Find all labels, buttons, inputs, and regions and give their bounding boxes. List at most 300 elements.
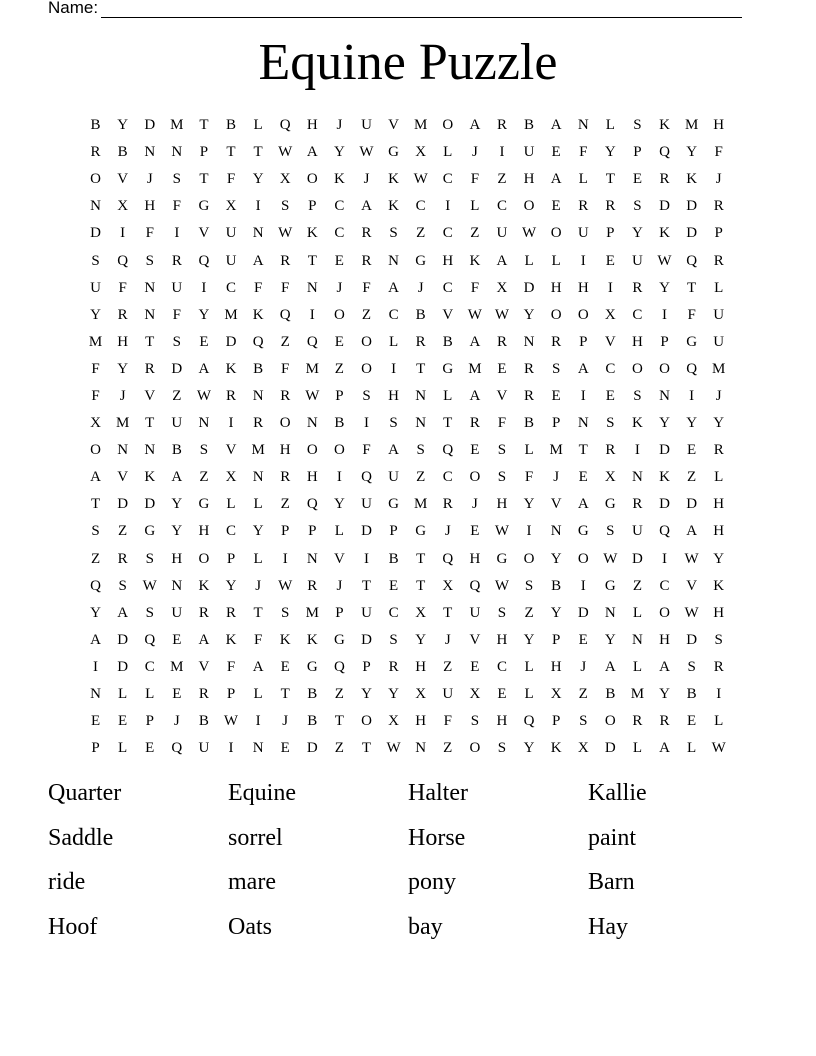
grid-cell: K <box>659 117 670 134</box>
grid-cell: B <box>551 577 562 594</box>
grid-cell: V <box>686 577 698 594</box>
grid-cell: R <box>415 333 426 350</box>
grid-cell: N <box>577 415 589 432</box>
grid-cell: O <box>469 740 481 757</box>
grid-cell: J <box>119 387 126 404</box>
grid-cell: E <box>578 469 588 486</box>
grid-cell: W <box>684 550 699 567</box>
grid-cell: J <box>471 496 478 513</box>
grid-cell: N <box>144 306 156 323</box>
grid-cell: P <box>551 631 561 648</box>
grid-cell: R <box>361 225 372 242</box>
grid-cell: R <box>226 604 237 621</box>
grid-cell: R <box>496 117 507 134</box>
grid-cell: B <box>171 442 182 459</box>
grid-cell: S <box>497 740 507 757</box>
grid-cell: R <box>551 333 562 350</box>
grid-cell: L <box>632 658 642 675</box>
grid-cell: P <box>551 415 561 432</box>
grid-cell: A <box>659 740 670 757</box>
grid-cell: W <box>521 225 537 242</box>
grid-cell: N <box>144 279 156 296</box>
grid-cell: J <box>336 577 343 594</box>
grid-cell: W <box>305 387 320 404</box>
grid-cell: Y <box>117 360 129 377</box>
grid-cell: H <box>713 604 725 621</box>
grid-cell: A <box>469 333 481 350</box>
grid-cell: J <box>444 523 451 540</box>
grid-cell: Q <box>279 306 291 323</box>
grid-cell: N <box>550 523 562 540</box>
grid-cell: E <box>687 713 697 730</box>
grid-cell: Y <box>225 577 237 594</box>
grid-cell: P <box>633 144 642 161</box>
grid-cell: F <box>687 306 696 323</box>
grid-cell: A <box>90 631 101 648</box>
grid-cell: R <box>280 387 291 404</box>
grid-cell: B <box>117 144 128 161</box>
grid-cell: U <box>442 686 454 703</box>
grid-cell: O <box>306 171 318 188</box>
grid-cell: D <box>659 442 670 459</box>
word-list-item: Barn <box>588 869 635 895</box>
grid-cell: C <box>442 469 453 486</box>
grid-cell: Y <box>171 496 183 513</box>
grid-cell: P <box>226 686 236 703</box>
grid-cell: U <box>361 496 372 513</box>
grid-cell: A <box>496 252 508 269</box>
grid-cell: R <box>144 360 155 377</box>
grid-cell: I <box>445 198 451 215</box>
grid-cell: O <box>659 360 670 377</box>
grid-cell: X <box>117 198 129 215</box>
grid-cell: R <box>659 171 670 188</box>
grid-cell: D <box>171 360 183 377</box>
grid-cell: U <box>171 604 183 621</box>
grid-cell: X <box>415 686 427 703</box>
grid-cell: R <box>632 713 643 730</box>
grid-cell: V <box>198 658 210 675</box>
grid-cell: D <box>117 496 129 513</box>
grid-cell: M <box>414 117 428 134</box>
grid-cell: H <box>415 713 427 730</box>
grid-cell: Z <box>416 225 426 242</box>
grid-cell: U <box>225 252 237 269</box>
grid-cell: Q <box>198 252 210 269</box>
grid-cell: I <box>309 306 315 323</box>
grid-cell: N <box>632 631 643 648</box>
word-list-item: Equine <box>228 780 296 806</box>
grid-cell: W <box>223 713 239 730</box>
grid-row <box>82 464 734 491</box>
grid-cell: Z <box>470 225 480 242</box>
grid-cell: Y <box>90 306 101 323</box>
grid-cell: K <box>144 469 156 486</box>
grid-cell: R <box>659 713 670 730</box>
grid-cell: W <box>278 225 293 242</box>
grid-cell: H <box>523 171 535 188</box>
grid-cell: S <box>551 360 561 377</box>
grid-cell: K <box>333 171 345 188</box>
grid-cell: L <box>226 496 236 513</box>
grid-cell: V <box>144 387 156 404</box>
grid-cell: Y <box>361 686 372 703</box>
grid-cell: P <box>335 604 344 621</box>
grid-cell: Z <box>334 686 344 703</box>
grid-cell: A <box>469 117 481 134</box>
grid-cell: H <box>577 279 589 296</box>
grid-cell: K <box>550 740 562 757</box>
grid-cell: Y <box>659 415 670 432</box>
grid-row <box>82 518 734 545</box>
grid-cell: E <box>497 686 507 703</box>
grid-cell: G <box>333 631 345 648</box>
grid-cell: N <box>632 469 643 486</box>
grid-cell: V <box>225 442 237 459</box>
grid-cell: P <box>714 225 723 242</box>
grid-cell: R <box>713 198 724 215</box>
grid-cell: F <box>524 469 534 486</box>
grid-cell: P <box>308 198 317 215</box>
grid-cell: P <box>606 225 615 242</box>
grid-cell: K <box>225 631 237 648</box>
grid-cell: V <box>117 469 129 486</box>
grid-cell: H <box>171 550 183 567</box>
grid-cell: G <box>198 496 210 513</box>
grid-cell: E <box>145 740 155 757</box>
grid-cell: W <box>711 740 726 757</box>
grid-cell: E <box>605 387 615 404</box>
grid-cell: R <box>713 658 724 675</box>
grid-cell: W <box>278 577 293 594</box>
grid-cell: N <box>415 415 427 432</box>
grid-cell: Y <box>252 171 264 188</box>
grid-cell: L <box>253 686 263 703</box>
grid-row <box>82 275 734 302</box>
grid-cell: O <box>550 225 562 242</box>
grid-cell: O <box>333 306 345 323</box>
grid-cell: V <box>117 171 129 188</box>
grid-cell: L <box>253 496 263 513</box>
grid-cell: G <box>604 496 616 513</box>
grid-cell: C <box>334 198 345 215</box>
grid-cell: L <box>118 686 128 703</box>
grid-cell: T <box>416 360 426 377</box>
grid-cell: V <box>333 550 345 567</box>
grid-cell: B <box>334 415 345 432</box>
grid-cell: I <box>499 144 505 161</box>
grid-cell: N <box>90 198 101 215</box>
grid-cell: Q <box>171 740 183 757</box>
grid-cell: R <box>117 306 128 323</box>
grid-cell: N <box>171 144 183 161</box>
grid-cell: V <box>198 225 210 242</box>
grid-cell: E <box>118 713 128 730</box>
grid-cell: H <box>713 117 725 134</box>
grid-cell: Q <box>659 144 670 161</box>
grid-cell: B <box>388 550 399 567</box>
grid-cell: B <box>605 686 616 703</box>
grid-cell: Y <box>550 604 562 621</box>
grid-cell: J <box>715 387 722 404</box>
grid-cell: O <box>361 713 372 730</box>
grid-cell: B <box>253 360 264 377</box>
grid-cell: K <box>306 631 318 648</box>
grid-cell: S <box>91 252 100 269</box>
grid-cell: Q <box>333 658 345 675</box>
grid-cell: O <box>632 360 643 377</box>
grid-cell: F <box>226 658 236 675</box>
grid-cell: I <box>634 442 640 459</box>
grid-cell: R <box>578 198 589 215</box>
grid-cell: T <box>253 144 263 161</box>
grid-cell: A <box>198 631 210 648</box>
grid-cell: Y <box>713 415 725 432</box>
grid-cell: Q <box>686 360 698 377</box>
grid-cell: M <box>468 360 482 377</box>
grid-cell: D <box>225 333 237 350</box>
grid-cell: A <box>659 658 670 675</box>
grid-cell: J <box>336 117 343 134</box>
name-underline <box>101 2 742 18</box>
grid-cell: S <box>524 577 534 594</box>
grid-cell: B <box>524 117 535 134</box>
grid-cell: L <box>145 686 155 703</box>
grid-cell: N <box>659 387 670 404</box>
grid-cell: H <box>306 117 318 134</box>
grid-cell: Y <box>686 144 698 161</box>
word-list-item: mare <box>228 869 276 895</box>
grid-cell: I <box>174 225 180 242</box>
grid-cell: B <box>686 686 697 703</box>
grid-cell: S <box>714 631 723 648</box>
grid-cell: O <box>361 333 372 350</box>
grid-cell: V <box>442 306 454 323</box>
grid-cell: T <box>280 686 290 703</box>
grid-cell: O <box>523 198 535 215</box>
grid-cell: F <box>118 279 127 296</box>
grid-cell: H <box>550 279 562 296</box>
grid-cell: L <box>632 604 642 621</box>
name-label: Name: <box>48 0 99 17</box>
grid-cell: N <box>252 225 264 242</box>
grid-cell: O <box>90 442 101 459</box>
grid-cell: Y <box>523 740 535 757</box>
grid-cell: U <box>577 225 589 242</box>
grid-cell: F <box>281 360 290 377</box>
grid-cell: P <box>281 523 290 540</box>
grid-cell: H <box>496 713 508 730</box>
grid-cell: H <box>550 658 562 675</box>
grid-cell: T <box>334 713 344 730</box>
grid-cell: F <box>281 279 290 296</box>
grid-cell: Z <box>687 469 697 486</box>
grid-cell: Y <box>604 144 616 161</box>
grid-cell: T <box>605 171 615 188</box>
grid-cell: T <box>578 442 588 459</box>
grid-cell: X <box>90 415 101 432</box>
grid-cell: S <box>416 442 425 459</box>
grid-cell: O <box>577 550 589 567</box>
grid-cell: S <box>606 415 615 432</box>
grid-cell: T <box>443 415 453 432</box>
grid-cell: Q <box>523 713 535 730</box>
grid-cell: L <box>632 740 642 757</box>
grid-cell: C <box>442 279 453 296</box>
grid-cell: R <box>442 496 453 513</box>
grid-row <box>82 220 734 247</box>
grid-cell: J <box>282 713 289 730</box>
grid-cell: G <box>442 360 454 377</box>
grid-cell: Q <box>361 469 372 486</box>
grid-row <box>82 302 734 329</box>
grid-cell: C <box>388 306 399 323</box>
grid-cell: X <box>496 279 508 296</box>
grid-cell: C <box>659 577 670 594</box>
grid-cell: F <box>145 225 154 242</box>
grid-cell: N <box>144 144 156 161</box>
grid-cell: N <box>306 550 318 567</box>
grid-cell: I <box>363 415 369 432</box>
grid-cell: R <box>713 442 724 459</box>
grid-cell: L <box>443 144 453 161</box>
grid-cell: D <box>659 198 670 215</box>
grid-cell: I <box>201 279 207 296</box>
grid-cell: O <box>198 550 210 567</box>
grid-cell: Q <box>117 252 129 269</box>
grid-cell: M <box>414 496 428 513</box>
grid-cell: D <box>90 225 101 242</box>
grid-row <box>82 383 734 410</box>
grid-cell: N <box>144 442 156 459</box>
grid-cell: B <box>442 333 453 350</box>
grid-cell: S <box>389 415 398 432</box>
grid-cell: R <box>388 658 399 675</box>
grid-cell: B <box>226 117 237 134</box>
grid-cell: V <box>496 387 508 404</box>
grid-cell: W <box>142 577 157 594</box>
grid-cell: E <box>632 171 642 188</box>
grid-cell: Z <box>443 740 453 757</box>
grid-cell: Z <box>416 469 426 486</box>
grid-cell: S <box>199 442 209 459</box>
grid-cell: Y <box>523 631 535 648</box>
grid-cell: U <box>171 279 183 296</box>
grid-cell: M <box>170 658 184 675</box>
grid-cell: V <box>604 333 616 350</box>
grid-cell: K <box>469 252 481 269</box>
grid-cell: C <box>226 279 237 296</box>
grid-cell: C <box>496 198 507 215</box>
grid-cell: T <box>687 279 697 296</box>
grid-cell: K <box>659 469 670 486</box>
grid-cell: Y <box>415 631 427 648</box>
grid-cell: R <box>117 550 128 567</box>
grid-cell: S <box>470 713 480 730</box>
grid-cell: G <box>306 658 318 675</box>
grid-cell: H <box>442 252 454 269</box>
grid-cell: J <box>336 279 343 296</box>
grid-cell: L <box>605 117 615 134</box>
grid-row <box>82 627 734 654</box>
grid-cell: I <box>93 658 99 675</box>
grid-cell: H <box>279 442 291 459</box>
grid-cell: Y <box>713 550 725 567</box>
grid-cell: Z <box>632 577 642 594</box>
grid-cell: Q <box>252 333 264 350</box>
grid-cell: T <box>145 333 155 350</box>
word-list-item: paint <box>588 824 636 851</box>
grid-cell: F <box>579 144 588 161</box>
grid-cell: S <box>606 523 615 540</box>
grid-cell: S <box>172 333 181 350</box>
grid-cell: X <box>415 144 427 161</box>
grid-cell: L <box>443 387 453 404</box>
grid-cell: A <box>577 360 589 377</box>
grid-cell: W <box>278 144 293 161</box>
word-list-item: Hoof <box>48 913 98 940</box>
grid-cell: O <box>577 306 589 323</box>
grid-cell: N <box>252 740 264 757</box>
grid-cell: O <box>279 415 291 432</box>
grid-cell: H <box>632 333 643 350</box>
grid-cell: L <box>714 279 724 296</box>
grid-cell: R <box>280 469 291 486</box>
grid-cell: E <box>497 360 507 377</box>
grid-cell: K <box>713 577 725 594</box>
grid-cell: O <box>604 713 616 730</box>
grid-cell: Y <box>333 496 345 513</box>
grid-cell: C <box>605 360 616 377</box>
grid-cell: A <box>117 604 129 621</box>
grid-cell: N <box>306 415 318 432</box>
grid-cell: K <box>659 225 670 242</box>
grid-cell: I <box>363 550 369 567</box>
grid-cell: X <box>604 306 616 323</box>
grid-row <box>82 356 734 383</box>
grid-cell: Y <box>90 604 101 621</box>
grid-cell: Z <box>334 360 344 377</box>
grid-cell: P <box>660 333 669 350</box>
grid-cell: T <box>307 252 317 269</box>
grid-cell: T <box>416 550 426 567</box>
grid-cell: I <box>607 279 613 296</box>
grid-cell: L <box>714 469 724 486</box>
grid-cell: M <box>684 117 699 134</box>
word-list-item: Saddle <box>48 824 114 851</box>
grid-cell: J <box>363 171 370 188</box>
grid-cell: D <box>117 658 129 675</box>
grid-cell: A <box>361 198 372 215</box>
grid-cell: G <box>198 198 210 215</box>
grid-cell: K <box>198 577 210 594</box>
grid-cell: N <box>415 740 427 757</box>
grid-cell: E <box>199 333 209 350</box>
grid-cell: G <box>415 523 427 540</box>
grid-cell: L <box>578 171 588 188</box>
grid-cell: D <box>306 740 318 757</box>
grid-row <box>82 410 734 437</box>
grid-cell: E <box>388 577 399 594</box>
grid-row <box>82 437 734 464</box>
grid-cell: U <box>632 523 643 540</box>
grid-cell: Z <box>199 469 209 486</box>
grid-cell: U <box>225 225 237 242</box>
grid-cell: B <box>524 415 535 432</box>
grid-cell: J <box>417 279 424 296</box>
grid-row <box>82 546 734 573</box>
grid-cell: R <box>524 360 535 377</box>
